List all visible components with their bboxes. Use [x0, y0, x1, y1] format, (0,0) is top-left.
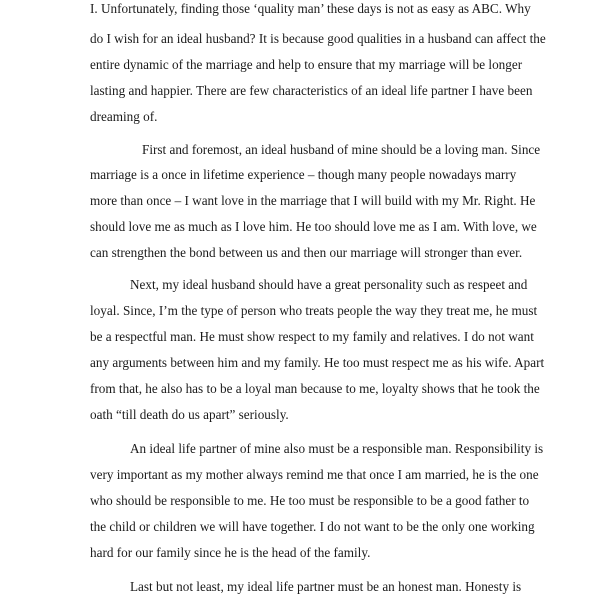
- text-line: can strengthen the bond between us and then our marriage will stronger than ever.: [90, 245, 523, 260]
- text-line: oath “till death do us apart” seriously.: [90, 407, 289, 422]
- text-line: any arguments between him and my family. He too must respect me as his wife. Apart: [90, 355, 545, 370]
- text-line: entire dynamic of the marriage and help to ensure that my marriage will be longer: [90, 57, 523, 72]
- text-line: lasting and happier. There are few characteristics of an ideal life partner I have been: [90, 83, 533, 98]
- text-line: dreaming of.: [90, 109, 158, 124]
- text-line: I. Unfortunately, finding those ‘quality man’ these days is not as easy as ABC. Why: [90, 1, 531, 16]
- text-line: First and foremost, an ideal husband of mine should be a loving man. Since: [142, 142, 541, 157]
- text-line: very important as my mother always remind me that once I am married, he is the one: [90, 467, 539, 482]
- text-line: Next, my ideal husband should have a great personality such as respeet and: [130, 277, 528, 292]
- text-line: the child or children we will have together. I do not want to be the only one working: [90, 519, 535, 534]
- text-line: more than once – I want love in the marriage that I will build with my Mr. Right. He: [90, 193, 536, 208]
- text-line: marriage is a once in lifetime experience – though many people nowadays marry: [90, 167, 517, 182]
- text-line: be a respectful man. He must show respect to my family and relatives. I do not want: [90, 329, 534, 344]
- text-line: from that, he also has to be a loyal man because to me, loyalty shows that he took the: [90, 381, 540, 396]
- text-line: An ideal life partner of mine also must be a responsible man. Responsibility is: [130, 441, 544, 456]
- text-line: hard for our family since he is the head of the family.: [90, 545, 371, 560]
- text-line: should love me as much as I love him. He too should love me as I am. With love, we: [90, 219, 537, 234]
- text-line: who should be responsible to me. He too must be responsible to be a good father to: [90, 493, 530, 508]
- text-line: do I wish for an ideal husband? It is because good qualities in a husband can affect the: [90, 31, 546, 46]
- text-line: Last but not least, my ideal life partner must be an honest man. Honesty is: [130, 579, 522, 594]
- text-line: loyal. Since, I’m the type of person who treats people the way they treat me, he must: [90, 303, 538, 318]
